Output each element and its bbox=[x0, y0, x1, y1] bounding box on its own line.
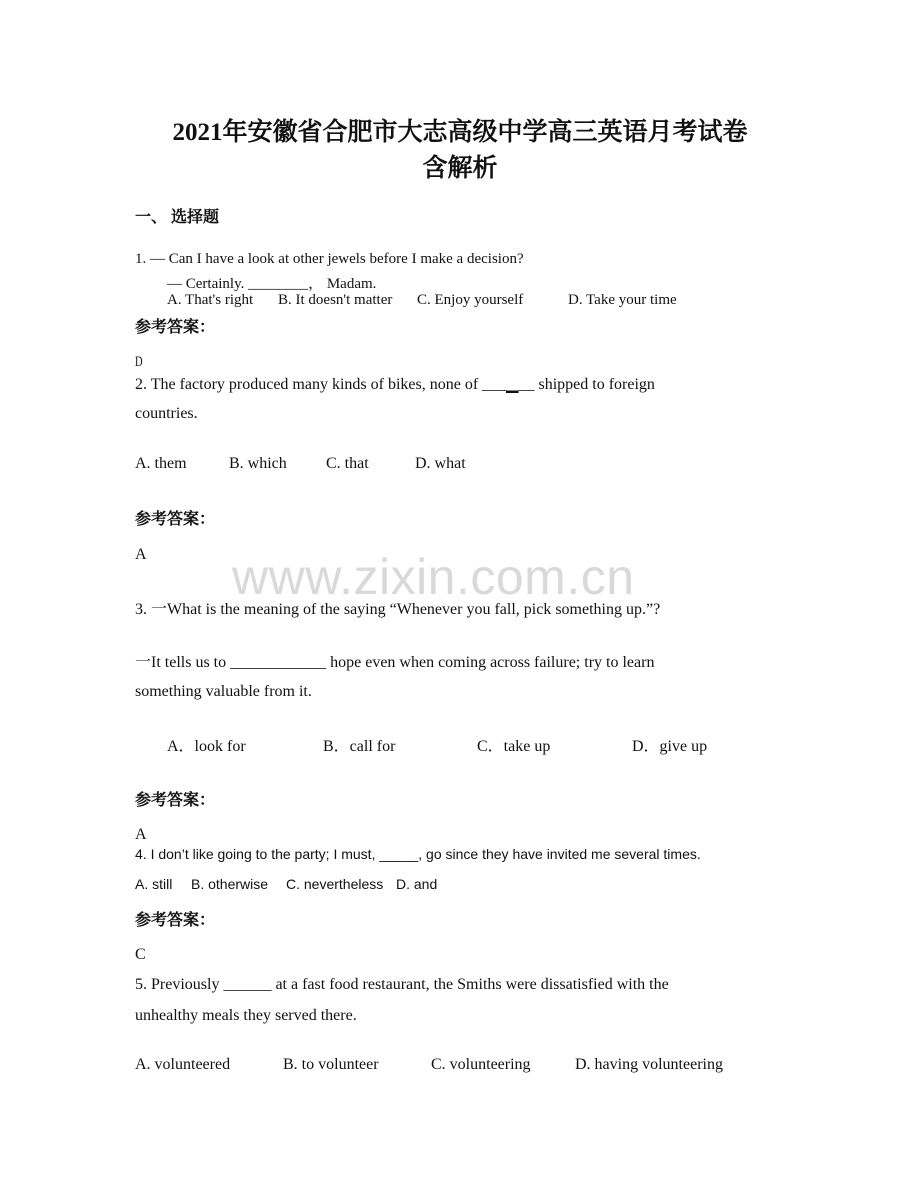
question-1-option-b: B. It doesn't matter bbox=[278, 292, 393, 308]
question-3-option-b: B．call for bbox=[323, 738, 396, 755]
question-4-option-b: B. otherwise bbox=[191, 876, 269, 892]
answer-label: 参考答案： bbox=[135, 792, 216, 809]
question-1-option-a: A. That's right bbox=[167, 292, 254, 308]
question-4-answer: C bbox=[135, 946, 146, 963]
question-2-option-b: B. which bbox=[229, 455, 287, 472]
question-1-option-c: C. Enjoy yourself bbox=[417, 292, 524, 308]
question-5-option-b: B. to volunteer bbox=[283, 1056, 379, 1073]
question-1-answer: D bbox=[135, 354, 143, 370]
question-3-option-c: C．take up bbox=[477, 738, 551, 755]
document-title-line2: 含解析 bbox=[422, 155, 498, 182]
question-2-option-d: D. what bbox=[415, 455, 466, 472]
question-4-option-c: C. nevertheless bbox=[286, 876, 384, 892]
question-1-option-d: D. Take your time bbox=[568, 292, 677, 308]
question-3-option-a: A．look for bbox=[167, 738, 246, 755]
question-1-line2: — Certainly. ________， Madam. bbox=[167, 276, 377, 292]
question-2-line1: 2. The factory produced many kinds of bikes, none of ___▁__ shipped to foreign bbox=[135, 376, 655, 393]
question-5-option-d: D. having volunteering bbox=[575, 1056, 723, 1073]
question-5-line2: unhealthy meals they served there. bbox=[135, 1007, 357, 1024]
question-5-option-a: A. volunteered bbox=[135, 1056, 231, 1073]
watermark: www.zixin.com.cn bbox=[232, 549, 635, 605]
question-2-line2: countries. bbox=[135, 405, 198, 422]
question-2-option-a: A. them bbox=[135, 455, 187, 472]
section-heading: 一、 选择题 bbox=[135, 209, 220, 226]
question-1-line1: 1. — Can I have a look at other jewels before I make a decision? bbox=[135, 251, 524, 267]
question-5-option-c: C. volunteering bbox=[431, 1056, 531, 1073]
question-3-line1: 3. 一What is the meaning of the saying “Whenever you fall, pick something up.”? bbox=[135, 601, 661, 618]
question-3-option-d: D．give up bbox=[632, 738, 708, 755]
answer-label: 参考答案： bbox=[135, 912, 216, 929]
question-3-line2: 一It tells us to ____________ hope even when coming across failure; try to learn bbox=[135, 654, 655, 671]
question-3-answer: A bbox=[135, 826, 147, 843]
question-4-option-a: A. still bbox=[135, 876, 173, 892]
question-5-line1: 5. Previously ______ at a fast food restaurant, the Smiths were dissatisfied with the bbox=[135, 976, 669, 993]
question-2-option-c: C. that bbox=[326, 455, 369, 472]
question-3-line3: something valuable from it. bbox=[135, 683, 312, 700]
question-4-line1: 4. I don’t like going to the party; I must, _____, go since they have invited me several times. bbox=[135, 846, 701, 862]
document-title-line1: 2021年安徽省合肥市大志高级中学高三英语月考试卷 bbox=[172, 119, 748, 146]
answer-label: 参考答案： bbox=[135, 511, 216, 528]
question-4-option-d: D. and bbox=[396, 876, 438, 892]
question-2-answer: A bbox=[135, 546, 147, 563]
answer-label: 参考答案： bbox=[135, 319, 216, 336]
